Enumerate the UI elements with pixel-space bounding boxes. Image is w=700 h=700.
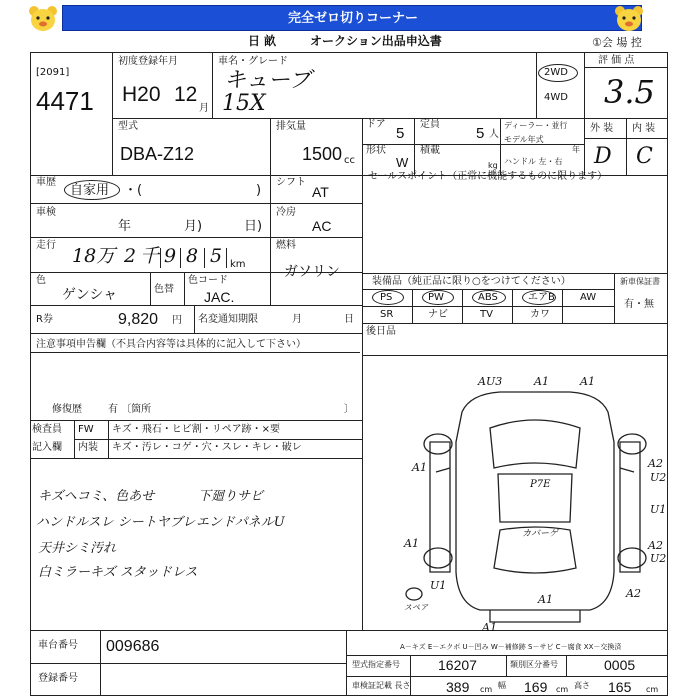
banner [62, 5, 642, 31]
category-number: 0005 [604, 657, 636, 673]
dealer-label: ディーラー・並行 [504, 121, 568, 130]
damage-mark: A2 [648, 539, 663, 552]
repair-value: 有 〔箇所 [108, 404, 152, 415]
rear-seat-label: 後日品 [366, 326, 396, 337]
remark-left: 天井シミ汚れ [38, 541, 117, 556]
damage-mark: A1 [412, 461, 427, 474]
equipment-tv: TV [480, 309, 493, 320]
fuel-value: ガソリン [284, 264, 340, 280]
damage-mark: A2 [626, 587, 641, 600]
remark-left: ハンドルスレ シートヤブレ [36, 515, 196, 530]
color-code: JAC. [204, 289, 235, 305]
use-close: ) [256, 183, 262, 198]
equipment-leather: カワ [530, 309, 550, 320]
color-code-label: 色コード [188, 275, 228, 286]
capacity-label: 定員 [420, 119, 440, 130]
bear-mascot-right-icon [612, 4, 646, 34]
model-label: 型式 [118, 121, 138, 132]
car-name: キューブ [224, 68, 311, 93]
damage-mark: P7E [530, 479, 551, 490]
damage-mark: A2 [648, 457, 663, 470]
car-name-label: 車名・グレード [218, 56, 288, 67]
use-value: 自家用 [70, 183, 110, 198]
damage-mark: スペア [404, 603, 428, 612]
remark-right: 下廻りサビ [198, 489, 264, 504]
mileage-digit: 8 [186, 245, 199, 267]
first-reg-label: 初度登録年月 [118, 56, 178, 67]
mileage-digit: 2 [124, 245, 137, 267]
mileage-label: 走行 [36, 240, 56, 251]
use-label: 車歴 [36, 177, 56, 188]
inspector-label: 検査員 [32, 424, 62, 435]
overall-score: 3.5 [604, 73, 655, 111]
damage-mark: U1 [650, 503, 667, 516]
equipment-label: 装備品（純正品に限り○をつけてください） [372, 276, 571, 287]
mileage-digit: 9 [164, 245, 177, 267]
category-label: 類別区分番号 [510, 660, 558, 669]
shift-label: シフト [276, 177, 306, 188]
warranty-label: 新車保証書 [620, 277, 660, 286]
interior-label: 内 装 [632, 123, 656, 134]
damage-mark: U2 [650, 552, 667, 565]
dims-label: 車検証記載 長さ [352, 681, 411, 690]
mileage-digit: 千 [140, 245, 160, 267]
height-value: 165 [608, 679, 632, 695]
equipment-aw: AW [580, 292, 597, 303]
remark-left: キズヘコミ、色あせ [38, 489, 155, 504]
equipment-pw: PW [428, 292, 444, 303]
exterior-grade: D [594, 144, 612, 169]
damage-mark: A1 [580, 375, 595, 388]
drive-2wd: 2WD [544, 67, 568, 78]
shape-label: 形状 [366, 145, 386, 156]
auction-house-mark: 日 畝 [248, 34, 277, 48]
recycle-amount: 9,820 [118, 311, 159, 328]
lot-label: [2091] [36, 67, 70, 78]
handle-label: ハンドル 左・右 [504, 157, 563, 166]
doors-label: ドア [366, 119, 386, 130]
capacity-unit: 人 [489, 129, 499, 140]
remark-left: 白ミラーキズ スタッドレス [38, 565, 198, 580]
model-year-unit: 年 [572, 145, 580, 154]
score-label: 評 価 点 [598, 55, 635, 66]
recycle-unit: 円 [172, 315, 182, 326]
displacement-label: 排気量 [276, 121, 306, 132]
inspection-label: 車検 [36, 207, 56, 218]
mileage-man: 18万 [72, 245, 116, 267]
notes-label: 注意事項申告欄（不具合内容等は具体的に記入して下さい） [36, 339, 306, 350]
displacement-unit: cc [344, 155, 355, 166]
remark-right: エンドパネルU [196, 515, 285, 530]
name-change-month: 月 [292, 314, 302, 325]
shift-value: AT [312, 184, 329, 200]
inspection-month: 月) [184, 219, 203, 234]
first-reg-month-unit: 月 [199, 103, 209, 114]
equipment-navi: ナビ [428, 309, 448, 320]
damage-mark: A1 [534, 375, 549, 388]
fuel-label: 燃料 [276, 240, 296, 251]
banner-title: 完全ゼロ切りコーナー [287, 11, 418, 26]
damage-mark: カバーゲ [522, 529, 559, 539]
damage-mark: A1 [538, 593, 553, 606]
ac-value: AC [312, 218, 332, 234]
interior-grade: C [636, 144, 653, 169]
model-code: DBA-Z12 [120, 144, 195, 164]
displacement-value: 1500 [302, 144, 343, 164]
damage-mark: U2 [650, 471, 667, 484]
inspection-day: 日) [244, 219, 263, 234]
color-value: ゲンシャ [62, 287, 118, 303]
equipment-sr: SR [380, 309, 394, 320]
equipment-airbag: エアB [528, 292, 555, 303]
mileage-unit: km [230, 259, 246, 270]
damage-mark: A1 [482, 621, 497, 634]
equipment-ps: PS [380, 292, 393, 303]
damage-mark: A1 [404, 537, 419, 550]
inspection-year: 年 [118, 219, 132, 234]
color-label: 色 [36, 275, 46, 286]
load-label: 積載 [420, 145, 440, 156]
doors-value: 5 [396, 125, 405, 142]
name-change-day: 日 [344, 314, 354, 325]
exterior-label: 外 装 [590, 123, 614, 134]
mileage-digit: 5 [210, 245, 223, 267]
model-designation: 16207 [438, 657, 477, 673]
car-grade: 15X [222, 91, 266, 116]
repair-close: 〕 [344, 404, 354, 415]
auction-form-title: オークション出品申込書 [310, 34, 442, 48]
width-value: 169 [524, 679, 548, 695]
repair-label: 修復歴 [52, 404, 82, 415]
inside-label: 内装 [78, 442, 98, 453]
shape-value: W [396, 155, 409, 170]
registration-label: 登録番号 [38, 673, 78, 684]
fw-label: FW [78, 424, 94, 435]
height-unit: cm [646, 685, 659, 694]
chassis-number: 009686 [106, 638, 160, 655]
height-label: 高さ [574, 681, 590, 690]
inside-codes: キズ・汚レ・コゲ・穴・スレ・キレ・破レ [112, 442, 302, 453]
first-reg-era-year: H20 [122, 83, 161, 106]
bear-mascot-left-icon [26, 4, 60, 34]
selling-points-label: セールスポイント（正常に機能するものに限ります） [368, 171, 608, 182]
first-reg-month: 12 [174, 83, 198, 106]
load-unit: kg [488, 161, 498, 170]
drive-4wd: 4WD [544, 92, 568, 103]
hall-copy-label: ①会 場 控 [592, 36, 642, 49]
damage-legend: A－キズ E－エクボ U－凹み W－補修跡 S－サビ C－腐食 XX－交換済 [400, 643, 622, 651]
damage-mark: AU3 [478, 375, 503, 388]
length-value: 389 [446, 679, 470, 695]
entry-label: 記入欄 [32, 442, 62, 453]
capacity-value: 5 [476, 125, 485, 142]
model-year-label: モデル年式 [504, 135, 544, 144]
lot-number: 4471 [36, 86, 94, 116]
length-unit: cm [480, 685, 493, 694]
use-dots: ・( [124, 183, 143, 198]
warranty-value: 有・無 [624, 299, 654, 310]
chassis-label: 車台番号 [38, 640, 78, 651]
name-change-label: 名変通知期限 [198, 314, 258, 325]
damage-mark: U1 [430, 579, 447, 592]
fw-codes: キズ・飛石・ヒビ割・リペア跡・×要 [112, 424, 280, 435]
width-label: 幅 [498, 681, 506, 690]
color-change-label: 色替 [154, 284, 174, 295]
recycle-label: R券 [36, 314, 53, 325]
equipment-abs: ABS [478, 292, 498, 303]
width-unit: cm [556, 685, 569, 694]
ac-label: 冷房 [276, 207, 296, 218]
model-designation-label: 型式指定番号 [352, 660, 400, 669]
